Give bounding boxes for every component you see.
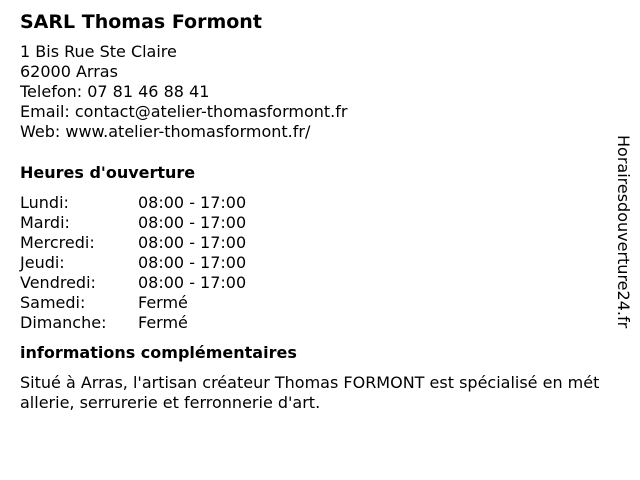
hours-heading: Heures d'ouverture (20, 163, 196, 182)
info-heading: informations complémentaires (20, 343, 297, 362)
address-line-1: 1 Bis Rue Ste Claire (20, 42, 177, 61)
hours-row-saturday (20, 293, 605, 313)
day-label: Vendredi: (20, 273, 96, 292)
hours-row-friday (20, 273, 605, 293)
time-value: 08:00 - 17:00 (138, 273, 247, 292)
time-value: 08:00 - 17:00 (138, 193, 247, 212)
day-label: Samedi: (20, 293, 86, 312)
phone-line: Telefon: 07 81 46 88 41 (20, 82, 210, 101)
day-label: Mardi: (20, 213, 70, 232)
company-name: SARL Thomas Formont (20, 11, 262, 33)
site-watermark: Horairesdouverture24.fr (614, 135, 633, 329)
business-card (20, 10, 605, 413)
time-value: 08:00 - 17:00 (138, 253, 247, 272)
time-value: Fermé (138, 293, 188, 312)
day-label: Jeudi: (20, 253, 65, 272)
time-value: Fermé (138, 313, 188, 332)
web-line: Web: www.atelier-thomasformont.fr/ (20, 122, 311, 141)
info-text: Situé à Arras, l'artisan créateur Thomas FORMONT est spécialisé en métallerie, serrurerie et ferronnerie d'art. (20, 373, 600, 412)
address-line-2: 62000 Arras (20, 62, 118, 81)
hours-row-tuesday (20, 213, 605, 233)
hours-table (20, 193, 605, 333)
email-line: Email: contact@atelier-thomasformont.fr (20, 102, 348, 121)
time-value: 08:00 - 17:00 (138, 233, 247, 252)
day-label: Dimanche: (20, 313, 107, 332)
hours-row-monday (20, 193, 605, 213)
day-label: Mercredi: (20, 233, 95, 252)
hours-row-thursday (20, 253, 605, 273)
time-value: 08:00 - 17:00 (138, 213, 247, 232)
contact-block (20, 42, 605, 142)
hours-row-sunday (20, 313, 605, 333)
hours-row-wednesday (20, 233, 605, 253)
day-label: Lundi: (20, 193, 69, 212)
